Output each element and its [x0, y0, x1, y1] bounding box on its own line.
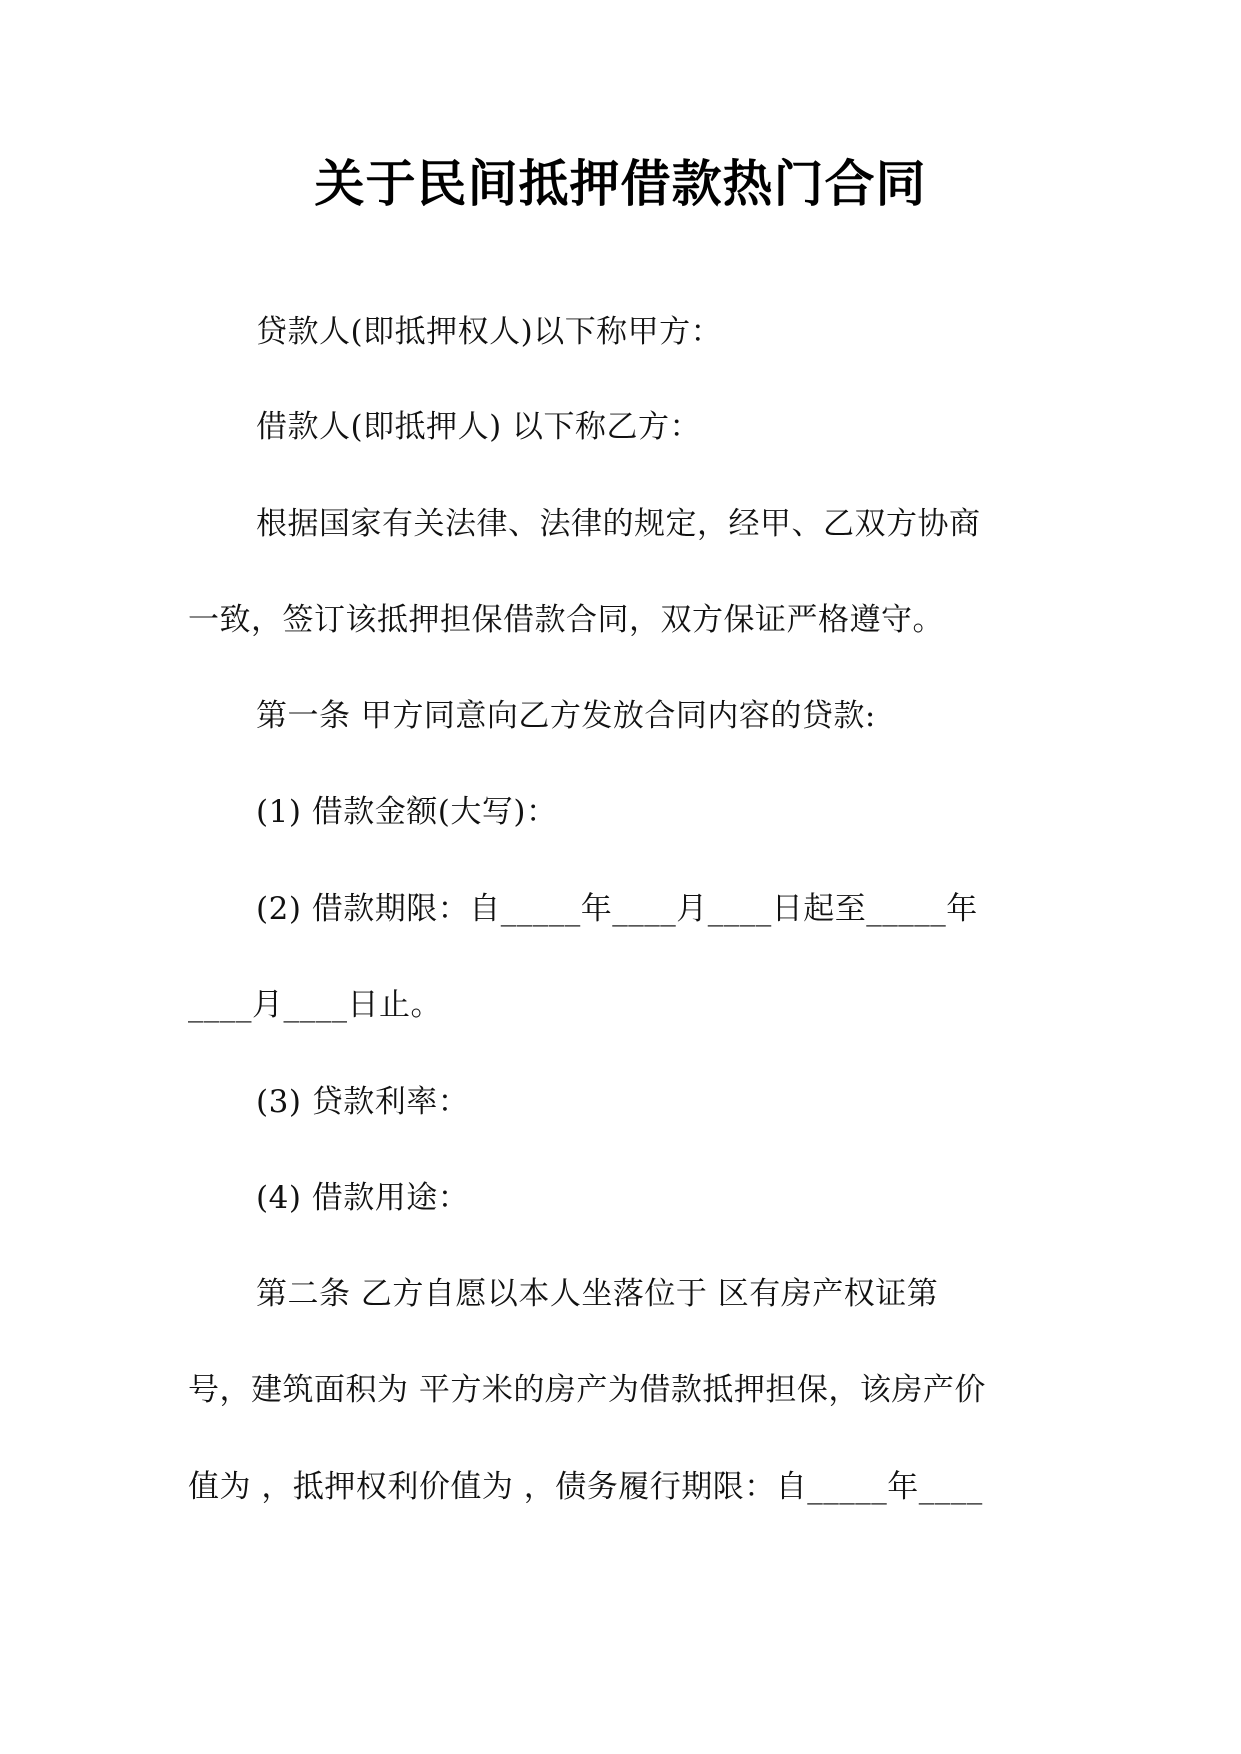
paragraph-borrower: 借款人(即抵押人) 以下称乙方： — [256, 409, 702, 445]
article-1-heading: 第一条 甲方同意向乙方发放合同内容的贷款: — [256, 698, 876, 734]
paragraph-lender: 贷款人(即抵押权人)以下称甲方： — [256, 314, 723, 350]
document-title: 关于民间抵押借款热门合同 — [314, 155, 927, 213]
paragraph-preamble-line-1: 根据国家有关法律、法律的规定，经甲、乙双方协商 — [256, 506, 981, 542]
article-1-item-2-line-2: ____月____日止。 — [188, 987, 442, 1023]
article-2-line-3: 值为 ，抵押权利价值为 ，债务履行期限：自_____年____ — [188, 1469, 983, 1505]
article-2-line-1: 第二条 乙方自愿以本人坐落位于 区有房产权证第 — [256, 1276, 939, 1312]
article-2-line-2: 号，建筑面积为 平方米的房产为借款抵押担保，该房产价 — [188, 1372, 986, 1408]
article-1-item-4: (4) 借款用途： — [256, 1180, 470, 1216]
article-1-item-3: (3) 贷款利率： — [256, 1084, 470, 1120]
article-1-item-1: (1) 借款金额(大写)： — [256, 794, 558, 830]
paragraph-preamble-line-2: 一致，签订该抵押担保借款合同，双方保证严格遵守。 — [188, 602, 944, 638]
article-1-item-2-line-1: (2) 借款期限：自_____年____月____日起至_____年 — [256, 891, 978, 927]
